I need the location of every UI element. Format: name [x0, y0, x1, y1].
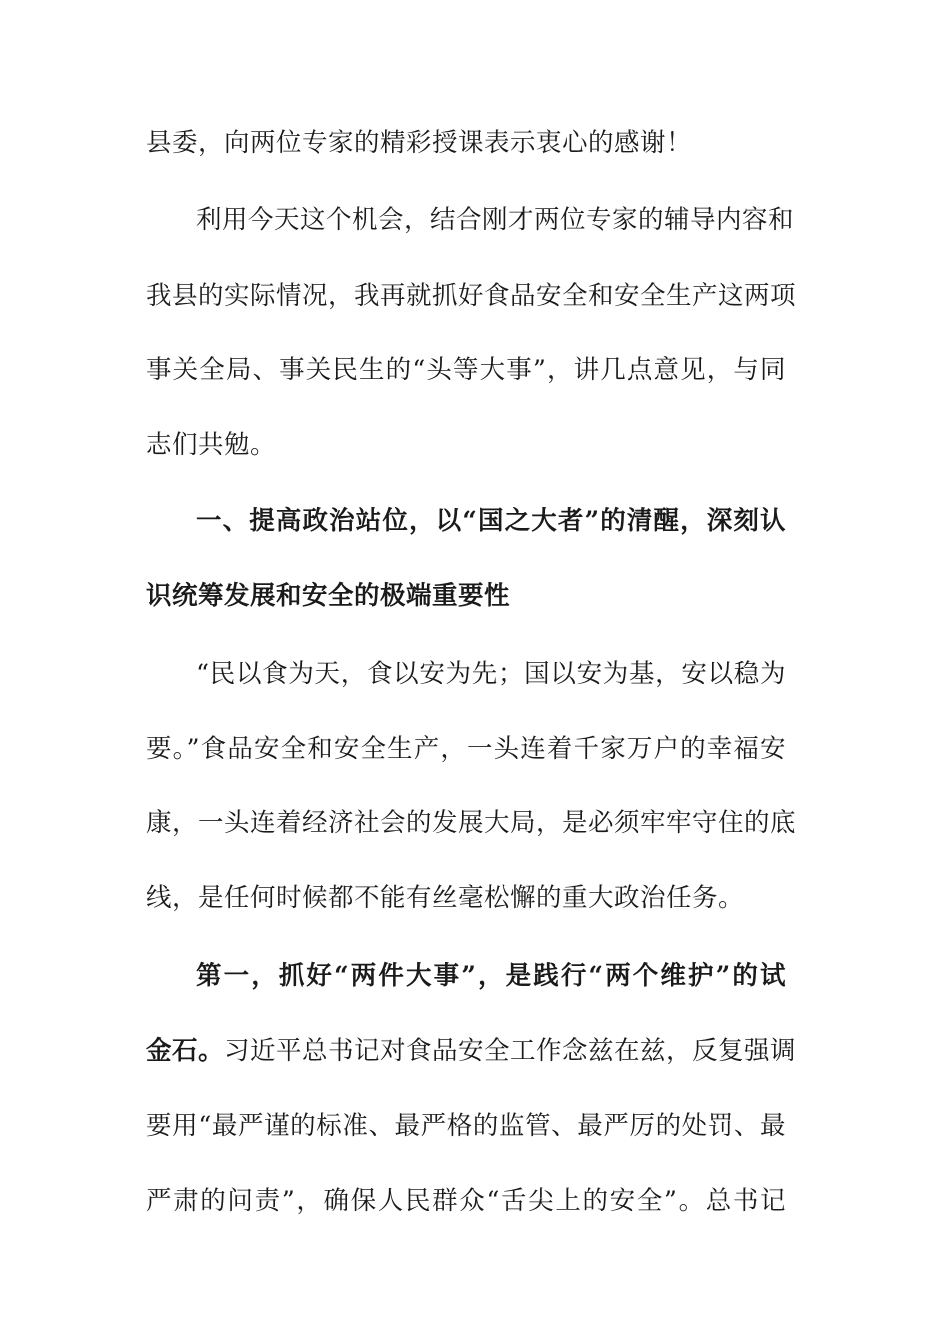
- text-span: 习近平总书记对食品安全工作念兹在兹，反复强调: [224, 1036, 797, 1066]
- text-line: 我县的实际情况，我再就抓好食品安全和安全生产这两项: [146, 281, 797, 311]
- text-line: 利用今天这个机会，结合刚才两位专家的辅导内容和: [196, 205, 795, 235]
- text-line: [146, 1035, 797, 1067]
- text-line: 志们共勉。: [146, 430, 277, 460]
- section-heading: 识统筹发展和安全的极端重要性: [146, 581, 511, 611]
- text-line: 要用“最严谨的标准、最严格的监管、最严厉的处罚、最: [146, 1111, 786, 1141]
- text-line: 要。”食品安全和安全生产，一头连着千家万户的幸福安: [146, 734, 786, 764]
- text-line: 严肃的问责”，确保人民群众“舌尖上的安全”。总书记: [146, 1186, 786, 1216]
- text-line: 县委，向两位专家的精彩授课表示衷心的感谢！: [146, 128, 693, 158]
- section-heading: 一、提高政治站位，以“国之大者”的清醒，深刻认: [196, 506, 786, 536]
- subheading: 第一，抓好“两件大事”，是践行“两个维护”的试: [196, 961, 786, 991]
- text-line: 事关全局、事关民生的“头等大事”，讲几点意见，与同: [146, 355, 786, 385]
- text-line: 线，是任何时候都不能有丝毫松懈的重大政治任务。: [146, 883, 745, 913]
- text-line: 康，一头连着经济社会的发展大局，是必须牢牢守住的底: [146, 808, 797, 838]
- subheading-tail: 金石。: [146, 1036, 225, 1066]
- text-line: “民以食为天，食以安为先；国以安为基，安以稳为: [196, 659, 786, 689]
